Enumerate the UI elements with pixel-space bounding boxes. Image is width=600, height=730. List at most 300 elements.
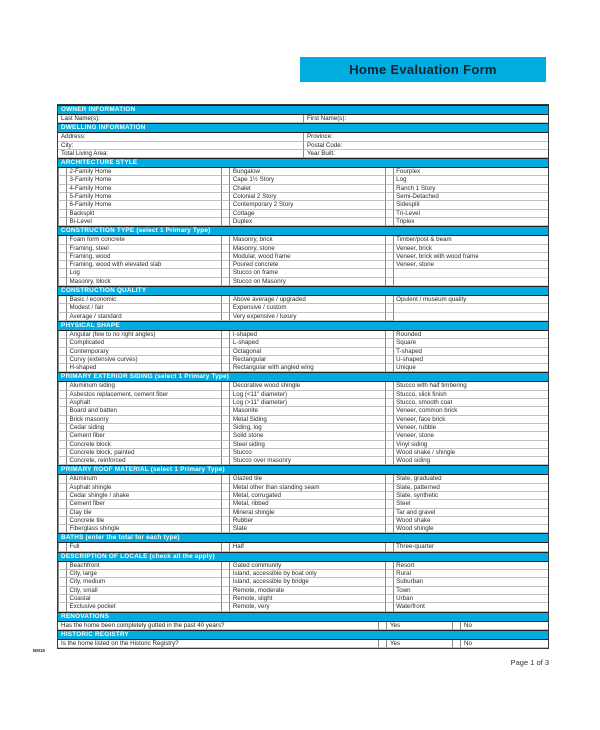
checkbox[interactable] (385, 210, 394, 218)
option-cell (58, 578, 221, 586)
checkbox[interactable] (221, 449, 230, 457)
option-label: Log (<11" diameter) (230, 391, 384, 399)
option-label: Slate, graduated (394, 475, 548, 483)
checkbox[interactable] (385, 339, 394, 347)
field-label: City: (61, 141, 74, 149)
option-cell (58, 587, 221, 595)
checkbox[interactable] (385, 364, 394, 372)
section-header-baths-enter-the: BATHS (enter the total for each type) (58, 533, 548, 543)
checkbox[interactable] (385, 331, 394, 339)
checkbox[interactable] (221, 517, 230, 525)
checkbox[interactable] (385, 500, 394, 508)
option-label: Board and batten (67, 407, 221, 415)
checkbox[interactable] (385, 382, 394, 390)
checkbox[interactable] (58, 304, 67, 312)
checkbox[interactable] (221, 210, 230, 218)
checkbox[interactable] (385, 517, 394, 525)
checkbox[interactable] (385, 543, 394, 551)
checkbox[interactable] (221, 253, 230, 261)
checkbox[interactable] (385, 475, 394, 483)
field-address[interactable] (58, 133, 303, 141)
option-cell (385, 236, 548, 244)
option-row (58, 525, 548, 533)
checkbox[interactable] (221, 218, 230, 226)
option-cell (58, 185, 221, 193)
option-label: Contemporary (67, 348, 221, 356)
checkbox[interactable] (385, 562, 394, 570)
option-label: Stucco on Masonry (230, 278, 384, 286)
checkbox[interactable] (385, 236, 394, 244)
checkbox[interactable] (221, 391, 230, 399)
option-cell (385, 185, 548, 193)
option-cell (385, 313, 548, 321)
option-cell (385, 484, 548, 492)
option-row (58, 348, 548, 356)
option-row (58, 399, 548, 407)
option-label: Fiberglass shingle (67, 525, 221, 533)
option-cell (385, 595, 548, 603)
option-cell (221, 424, 384, 432)
checkbox[interactable] (221, 457, 230, 465)
checkbox[interactable] (221, 304, 230, 312)
checkbox[interactable] (58, 296, 67, 304)
option-row (58, 304, 548, 312)
option-label: City, medium (67, 578, 221, 586)
checkbox[interactable] (385, 509, 394, 517)
option-label: Gated community (230, 562, 384, 570)
checkbox[interactable] (221, 492, 230, 500)
field-label: Total Living Area: (61, 149, 109, 157)
checkbox[interactable] (221, 348, 230, 356)
checkbox[interactable] (58, 168, 67, 176)
option-cell (58, 432, 221, 440)
option-row (58, 313, 548, 321)
checkbox[interactable] (58, 543, 67, 551)
checkbox[interactable] (385, 484, 394, 492)
checkbox[interactable] (385, 578, 394, 586)
checkbox[interactable] (58, 587, 67, 595)
option-label: Opulent / museum quality (394, 296, 548, 304)
field-postal-code[interactable] (303, 142, 548, 150)
checkbox[interactable] (58, 432, 67, 440)
option-cell (58, 176, 221, 184)
option-cell (221, 348, 384, 356)
checkbox[interactable] (221, 475, 230, 483)
checkbox[interactable] (385, 457, 394, 465)
option-label: Veneer, rubble (394, 424, 548, 432)
checkbox[interactable] (385, 296, 394, 304)
option-cell (221, 176, 384, 184)
evaluation-form (57, 104, 549, 649)
option-cell (221, 432, 384, 440)
option-label: Slate (230, 525, 384, 533)
checkbox[interactable] (221, 356, 230, 364)
checkbox[interactable] (58, 218, 67, 226)
option-label: 5-Family Home (67, 193, 221, 201)
option-cell (385, 218, 548, 226)
checkbox[interactable] (221, 261, 230, 269)
option-label: Masonry, stone (230, 245, 384, 253)
option-label: Metal other than standing seam (230, 484, 384, 492)
option-cell (385, 296, 548, 304)
option-cell (385, 432, 548, 440)
option-cell (385, 382, 548, 390)
checkbox[interactable] (221, 407, 230, 415)
checkbox[interactable] (221, 570, 230, 578)
checkbox[interactable] (221, 603, 230, 611)
page-number: Page 1 of 3 (510, 658, 549, 667)
option-cell (385, 457, 548, 465)
checkbox[interactable] (58, 509, 67, 517)
checkbox[interactable] (221, 399, 230, 407)
checkbox[interactable] (221, 364, 230, 372)
option-label: Modular, wood frame (230, 253, 384, 261)
option-label: Stucco, slick finish (394, 391, 548, 399)
option-label (394, 278, 548, 286)
no-checkbox[interactable] (452, 640, 461, 648)
option-label: Half (230, 543, 384, 551)
checkbox[interactable] (58, 595, 67, 603)
checkbox[interactable] (221, 201, 230, 209)
option-cell (58, 356, 221, 364)
option-cell (221, 253, 384, 261)
checkbox[interactable] (385, 356, 394, 364)
option-label: I-shaped (230, 331, 384, 339)
option-label: Cement fiber (67, 432, 221, 440)
option-cell (58, 313, 221, 321)
option-label: Concrete, reinforced (67, 457, 221, 465)
checkbox[interactable] (58, 424, 67, 432)
option-cell (221, 210, 384, 218)
option-label: Cement fiber (67, 500, 221, 508)
checkbox[interactable] (58, 201, 67, 209)
option-cell (58, 562, 221, 570)
checkbox[interactable] (385, 570, 394, 578)
checkbox[interactable] (385, 449, 394, 457)
checkbox[interactable] (221, 236, 230, 244)
form-title: Home Evaluation Form (300, 57, 546, 82)
option-row (58, 407, 548, 415)
option-label: Log (>11" diameter) (230, 399, 384, 407)
option-label: Metal, ribbed (230, 500, 384, 508)
section-header-architecture-style: ARCHITECTURE STYLE (58, 158, 548, 168)
option-row (58, 278, 548, 286)
checkbox[interactable] (58, 331, 67, 339)
option-row (58, 236, 548, 244)
option-cell (58, 416, 221, 424)
option-cell (58, 382, 221, 390)
checkbox[interactable] (385, 492, 394, 500)
checkbox[interactable] (385, 441, 394, 449)
checkbox[interactable] (58, 416, 67, 424)
option-row (58, 484, 548, 492)
option-cell (221, 492, 384, 500)
option-label: Veneer, brick (394, 245, 548, 253)
option-cell (58, 269, 221, 277)
option-cell (385, 603, 548, 611)
option-cell (221, 484, 384, 492)
option-cell (58, 407, 221, 415)
checkbox[interactable] (58, 253, 67, 261)
checkbox[interactable] (221, 331, 230, 339)
checkbox[interactable] (58, 176, 67, 184)
checkbox[interactable] (58, 382, 67, 390)
option-label: Cedar shingle / shake (67, 492, 221, 500)
checkbox[interactable] (58, 517, 67, 525)
option-cell (58, 570, 221, 578)
option-row (58, 517, 548, 525)
option-cell (221, 543, 384, 551)
checkbox[interactable] (58, 278, 67, 286)
option-label: No (461, 640, 548, 648)
checkbox[interactable] (385, 201, 394, 209)
option-label: Aluminum siding (67, 382, 221, 390)
option-cell (221, 570, 384, 578)
option-cell (385, 269, 548, 277)
checkbox[interactable] (221, 525, 230, 533)
question-row (58, 622, 548, 630)
option-row (58, 595, 548, 603)
option-label: Triplex (394, 218, 548, 226)
option-cell (385, 500, 548, 508)
checkbox[interactable] (385, 432, 394, 440)
checkbox[interactable] (58, 339, 67, 347)
checkbox[interactable] (221, 339, 230, 347)
field-province[interactable] (303, 133, 548, 141)
checkbox[interactable] (385, 193, 394, 201)
no-checkbox[interactable] (452, 622, 461, 630)
option-cell (58, 525, 221, 533)
field-city[interactable] (58, 142, 303, 150)
checkbox[interactable] (58, 399, 67, 407)
option-label: Three-quarter (394, 543, 548, 551)
checkbox[interactable] (385, 424, 394, 432)
section-header-owner-information: OWNER INFORMATION (58, 105, 548, 115)
option-cell (221, 382, 384, 390)
checkbox[interactable] (221, 176, 230, 184)
option-label: Bungalow (230, 168, 384, 176)
checkbox[interactable] (221, 296, 230, 304)
option-cell (58, 424, 221, 432)
option-label: Square (394, 339, 548, 347)
checkbox[interactable] (58, 570, 67, 578)
option-row (58, 432, 548, 440)
checkbox[interactable] (221, 168, 230, 176)
checkbox[interactable] (58, 348, 67, 356)
field-year-built[interactable] (303, 150, 548, 158)
checkbox[interactable] (58, 356, 67, 364)
checkbox[interactable] (385, 595, 394, 603)
option-cell (385, 543, 548, 551)
option-cell (385, 356, 548, 364)
option-cell (221, 587, 384, 595)
option-row (58, 201, 548, 209)
option-row (58, 603, 548, 611)
option-label: Framing, wood with elevated slab (67, 261, 221, 269)
option-label: Basic / economic (67, 296, 221, 304)
checkbox[interactable] (58, 525, 67, 533)
checkbox[interactable] (221, 441, 230, 449)
option-label: No (461, 622, 548, 630)
option-label: Tar and gravel (394, 509, 548, 517)
option-label: Rectangular (230, 356, 384, 364)
checkbox[interactable] (58, 457, 67, 465)
checkbox[interactable] (221, 185, 230, 193)
option-row (58, 364, 548, 372)
option-label (394, 304, 548, 312)
option-cell (221, 201, 384, 209)
checkbox[interactable] (385, 253, 394, 261)
option-row (58, 509, 548, 517)
checkbox[interactable] (58, 313, 67, 321)
option-label: Waterfront (394, 603, 548, 611)
checkbox[interactable] (58, 261, 67, 269)
option-cell (385, 525, 548, 533)
checkbox[interactable] (58, 236, 67, 244)
checkbox[interactable] (385, 168, 394, 176)
field-total-living-area[interactable] (58, 150, 303, 158)
option-label: Resort (394, 562, 548, 570)
checkbox[interactable] (58, 500, 67, 508)
checkbox[interactable] (385, 348, 394, 356)
checkbox[interactable] (58, 364, 67, 372)
checkbox[interactable] (221, 313, 230, 321)
option-cell (221, 245, 384, 253)
option-row (58, 339, 548, 347)
option-label (394, 313, 548, 321)
yes-checkbox[interactable] (378, 622, 387, 630)
checkbox[interactable] (221, 269, 230, 277)
checkbox[interactable] (58, 391, 67, 399)
section-header-primary-roof-material: PRIMARY ROOF MATERIAL (select 1 Primary Type) (58, 465, 548, 475)
option-cell (221, 407, 384, 415)
checkbox[interactable] (221, 245, 230, 253)
checkbox[interactable] (58, 562, 67, 570)
option-cell (221, 261, 384, 269)
field-first-name-s[interactable] (303, 115, 548, 123)
checkbox[interactable] (221, 484, 230, 492)
option-row (58, 261, 548, 269)
checkbox[interactable] (58, 245, 67, 253)
checkbox[interactable] (385, 407, 394, 415)
checkbox[interactable] (58, 449, 67, 457)
checkbox[interactable] (221, 278, 230, 286)
checkbox[interactable] (58, 484, 67, 492)
yes-checkbox[interactable] (378, 640, 387, 648)
option-cell (221, 500, 384, 508)
checkbox[interactable] (58, 407, 67, 415)
option-cell (385, 416, 548, 424)
section-header-renovations: RENOVATIONS (58, 612, 548, 622)
checkbox[interactable] (385, 525, 394, 533)
option-label: Modest / fair (67, 304, 221, 312)
option-label: Glazed tile (230, 475, 384, 483)
option-label: Slate, synthetic (394, 492, 548, 500)
option-label: Exclusive pocket (67, 603, 221, 611)
option-cell (221, 603, 384, 611)
option-label: Siding, log (230, 424, 384, 432)
option-label: Veneer, stone (394, 432, 548, 440)
checkbox[interactable] (221, 424, 230, 432)
checkbox[interactable] (221, 587, 230, 595)
option-cell (221, 269, 384, 277)
checkbox[interactable] (385, 603, 394, 611)
checkbox[interactable] (221, 193, 230, 201)
field-label: First Name(s): (307, 115, 347, 122)
checkbox[interactable] (221, 382, 230, 390)
option-row (58, 562, 548, 570)
checkbox[interactable] (221, 562, 230, 570)
option-cell (385, 193, 548, 201)
field-last-name-s[interactable] (58, 115, 303, 123)
checkbox[interactable] (385, 176, 394, 184)
option-cell (58, 296, 221, 304)
checkbox[interactable] (385, 416, 394, 424)
field-label: Province: (307, 133, 333, 141)
option-label: Contemporary 2 Story (230, 201, 384, 209)
option-cell (385, 331, 548, 339)
option-row (58, 193, 548, 201)
option-label: Very expensive / luxury (230, 313, 384, 321)
option-row (58, 570, 548, 578)
checkbox[interactable] (221, 500, 230, 508)
checkbox[interactable] (58, 603, 67, 611)
option-label: Asphalt (67, 399, 221, 407)
checkbox[interactable] (221, 432, 230, 440)
checkbox[interactable] (385, 399, 394, 407)
option-cell (58, 449, 221, 457)
checkbox[interactable] (58, 185, 67, 193)
option-row (58, 245, 548, 253)
option-cell (221, 356, 384, 364)
option-cell (221, 296, 384, 304)
checkbox[interactable] (221, 595, 230, 603)
option-label: Expensive / custom (230, 304, 384, 312)
checkbox[interactable] (385, 218, 394, 226)
option-cell (385, 278, 548, 286)
checkbox[interactable] (385, 587, 394, 595)
checkbox[interactable] (58, 193, 67, 201)
checkbox[interactable] (58, 269, 67, 277)
option-label: Cedar siding (67, 424, 221, 432)
option-cell (221, 331, 384, 339)
option-label: H-shaped (67, 364, 221, 372)
checkbox[interactable] (58, 492, 67, 500)
checkbox[interactable] (385, 245, 394, 253)
option-cell (58, 364, 221, 372)
option-cell (221, 449, 384, 457)
option-row (58, 500, 548, 508)
option-label: Sidesplit (394, 201, 548, 209)
checkbox[interactable] (385, 261, 394, 269)
option-cell (385, 587, 548, 595)
checkbox[interactable] (385, 185, 394, 193)
checkbox (385, 304, 394, 312)
option-cell (221, 168, 384, 176)
option-cell (385, 517, 548, 525)
checkbox[interactable] (221, 543, 230, 551)
checkbox[interactable] (385, 391, 394, 399)
checkbox[interactable] (221, 416, 230, 424)
checkbox[interactable] (58, 441, 67, 449)
option-label: Aluminum (67, 475, 221, 483)
checkbox[interactable] (58, 578, 67, 586)
option-cell (58, 457, 221, 465)
checkbox[interactable] (58, 475, 67, 483)
checkbox[interactable] (221, 509, 230, 517)
checkbox[interactable] (221, 578, 230, 586)
checkbox[interactable] (58, 210, 67, 218)
